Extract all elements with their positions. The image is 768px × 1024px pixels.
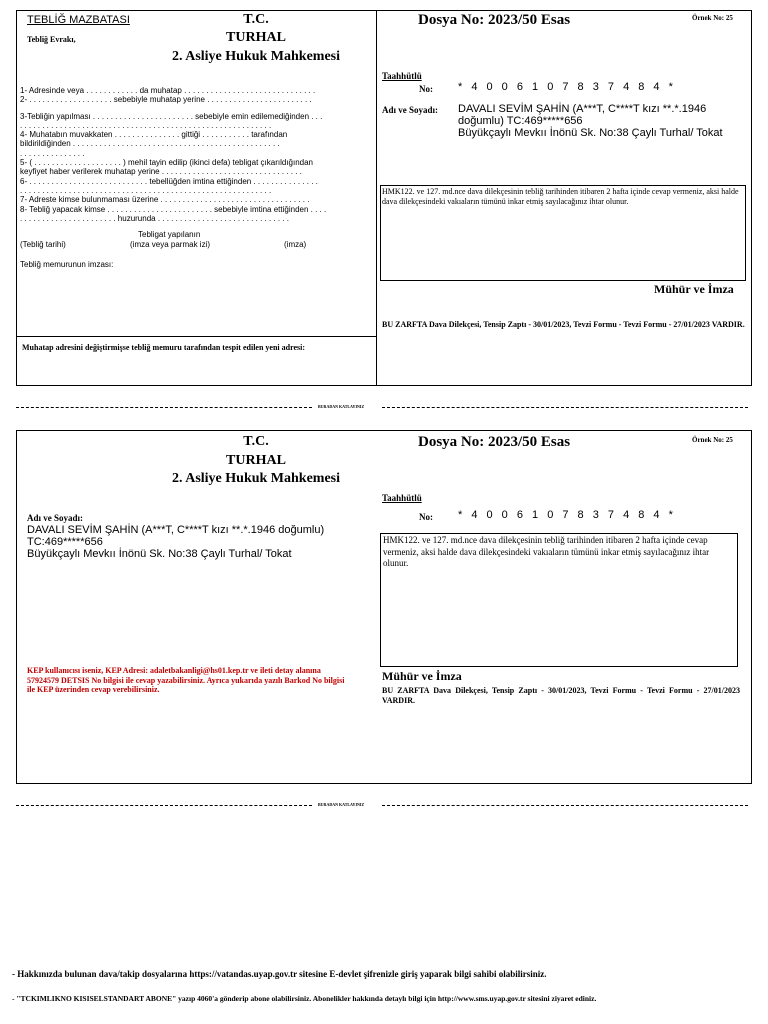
taahhutlu-label-2: Taahhütlü [382,493,422,503]
recipient-label: Adı ve Soyadı: [382,105,439,115]
line-8: 5- ( . . . . . . . . . . . . . . . . . . . . ) mehil tayin edilip (ikinci defa) tebligat çıkarıldığından [20,158,313,168]
no-label-2: No: [419,512,433,522]
cut-label-2: BURADAN KATLAYINIZ [318,802,365,807]
new-address-label: Muhatap adresini değiştirmişse tebliğ memuru tarafından tespit edilen yeni adresi: [22,343,306,352]
line-12: 7- Adreste kimse bulunmaması üzerine . . . . . . . . . . . . . . . . . . . . . . . . . . . . . . . . . . [20,195,310,205]
line-13: 8- Tebliğ yapacak kimse . . . . . . . . . . . . . . . . . . . . . . . . sebebiyle imtina ettiğinden . . . . [20,204,327,214]
recipient-line-3-2: Büyükçaylı Mevkıı İnönü Sk. No:38 Çaylı Turhal/ Tokat [27,548,292,560]
line-14: . . . . . . . . . . . . . . . . . . . . . . huzurunda . . . . . . . . . . . . . . . . . . . . . . . . . . . . . . [20,213,289,223]
city-heading-2: TURHAL [226,453,286,468]
footer-uyap-info: - Hakkınızda bulunan dava/takip dosyalarına https://vatandas.uyap.gov.tr sitesine E-devlet şifrenizle giriş yaparak bilgi sahibi olabilirsiniz. [12,969,547,979]
tc-heading: T.C. [243,12,269,27]
recipient-line-1-2: DAVALI SEVİM ŞAHİN (A***T, C****T kızı **.*.1946 doğumlu) [27,524,325,536]
line-2: 2- . . . . . . . . . . . . . . . . . . . sebebiyle muhatap yerine . . . . . . . . . . . . . . . . . . . . . . . . [20,95,312,105]
line-7: . . . . . . . . . . . . . . . [20,148,85,158]
dosya-no-2: Dosya No: 2023/50 Esas [418,434,571,450]
line-4: . . . . . . . . . . . . . . . . . . . . . . . . . . . . . . . . . . . . . . . . . . . . . . . . . . . . . . . . . [20,120,272,130]
vertical-divider [376,10,377,386]
cut-line-left-2 [16,805,312,806]
line-11: . . . . . . . . . . . . . . . . . . . . . . . . . . . . . . . . . . . . . . . . . . . . . . . . . . . . . . . . . [20,185,272,195]
imza-parmak-label: (imza veya parmak izi) [130,240,211,249]
line-5: 4- Muhatabın muvakkaten . . . . . . . . . . . . . . . gittiği . . . . . . . . . . . tarafından [20,130,288,140]
imza-label: (imza) [284,240,307,249]
footer-sms-info: - "TCKIMLIKNO KISISELSTANDART ABONE" yazıp 4060'a gönderip abone olabilirsiniz. Abonelikler hakkında detaylı bilgi için http://www.sms.uyap.gov.tr sitesini ziyaret ediniz. [12,994,597,1003]
taahhutlu-label: Taahhütlü [382,71,422,81]
hmk-notice-text-2: HMK122. ve 127. md.nce dava dilekçesinin tebliğ tarihinden itibaren 2 hafta içinde cevap vermeniz, aksi halde dava dilekçesindeki vakıaların tümünü inkar etmiş sayılacağınız ihtar olunur. [383,535,710,568]
recipient-line-3: Büyükçaylı Mevkıı İnönü Sk. No:38 Çaylı Turhal/ Tokat [458,127,723,139]
barcode-number: * 4 0 0 6 1 0 7 8 3 7 4 8 4 * [458,81,676,93]
cut-line-right-2 [382,805,748,806]
dosya-no: Dosya No: 2023/50 Esas [418,12,571,28]
teblig-lines [20,86,374,223]
kep-notice: KEP kullanıcısı iseniz, KEP Adresi: adaletbakanligi@hs01.kep.tr ve ileti detay alanına 57924579 DETSIS No bilgisi ile cevap yazabilirsiniz. Ayrıca yukarıda yazılı Barkod No bilgisi ile KEP üzerinden cevap verebilirsiniz. [27,666,345,694]
line-3: 3-Tebliğin yapılması . . . . . . . . . . . . . . . . . . . . . . . sebebiyle emin edilemediğinden . . . [20,111,323,121]
zarf-contents: BU ZARFTA Dava Dilekçesi, Tensip Zaptı - 30/01/2023, Tevzi Formu - Tevzi Formu - 27/01/2023 VARDIR. [382,320,745,329]
ornek-no: Örnek No: 25 [692,14,733,22]
new-address-divider [16,336,377,337]
city-heading: TURHAL [226,30,286,45]
recipient-line-1: DAVALI SEVİM ŞAHİN (A***T, C****T kızı **.*.1946 [458,103,707,115]
cut-line-right [382,407,748,408]
hmk-notice-text: HMK122. ve 127. md.nce dava dilekçesinin tebliğ tarihinden itibaren 2 hafta içinde cevap vermeniz, aksi halde dava dilekçesindeki vakıaların tümünü inkar etmiş sayılacağınız ihtar olunur. [382,187,739,206]
teblig-evraki-label: Tebliğ Evrakı, [27,35,76,44]
line-10: 6- . . . . . . . . . . . . . . . . . . . . . . . . . . . tebellüğden imtina ettiğinden . . . . . . . . . . . . . . . [20,176,318,186]
zarf-contents-2: BU ZARFTA Dava Dilekçesi, Tensip Zaptı - 30/01/2023, Tevzi Formu - Tevzi Formu - 27/01/2023 VARDIR. [382,686,740,705]
tc-heading-2: T.C. [243,434,269,449]
recipient-label-2: Adı ve Soyadı: [27,513,84,523]
tebligat-yapilanin: Tebligat yapılanın [138,230,201,239]
muhur-imza-2: Mühür ve İmza [382,669,462,683]
teblig-tarihi-label: (Tebliğ tarihi) [20,240,66,249]
barcode-number-2: * 4 0 0 6 1 0 7 8 3 7 4 8 4 * [458,509,676,521]
recipient-line-2-2: TC:469*****656 [27,536,103,548]
cut-label: BURADAN KATLAYINIZ [318,404,365,409]
line-9: keyfiyet haber verilerek muhatap yerine . . . . . . . . . . . . . . . . . . . . . . . . . . . . . . . . [20,167,302,177]
line-1: 1- Adresinde veya . . . . . . . . . . . . da muhatap . . . . . . . . . . . . . . . . . . . . . . . . . . . . . . [20,86,316,95]
ornek-no-2: Örnek No: 25 [692,436,733,444]
court-heading: 2. Asliye Hukuk Mahkemesi [171,49,341,64]
court-heading-2: 2. Asliye Hukuk Mahkemesi [171,471,341,486]
recipient-line-2: doğumlu) TC:469*****656 [458,115,583,127]
no-label: No: [419,84,433,94]
line-6: bildirildiğinden . . . . . . . . . . . . . . . . . . . . . . . . . . . . . . . . . . . . . . . . . . . . . . . [20,139,280,149]
muhur-imza: Mühür ve İmza [654,282,734,296]
cut-line-left [16,407,312,408]
mazbata-title: TEBLİĞ MAZBATASI [27,14,130,26]
memur-imzasi-label: Tebliğ memurunun imzası: [20,260,114,269]
